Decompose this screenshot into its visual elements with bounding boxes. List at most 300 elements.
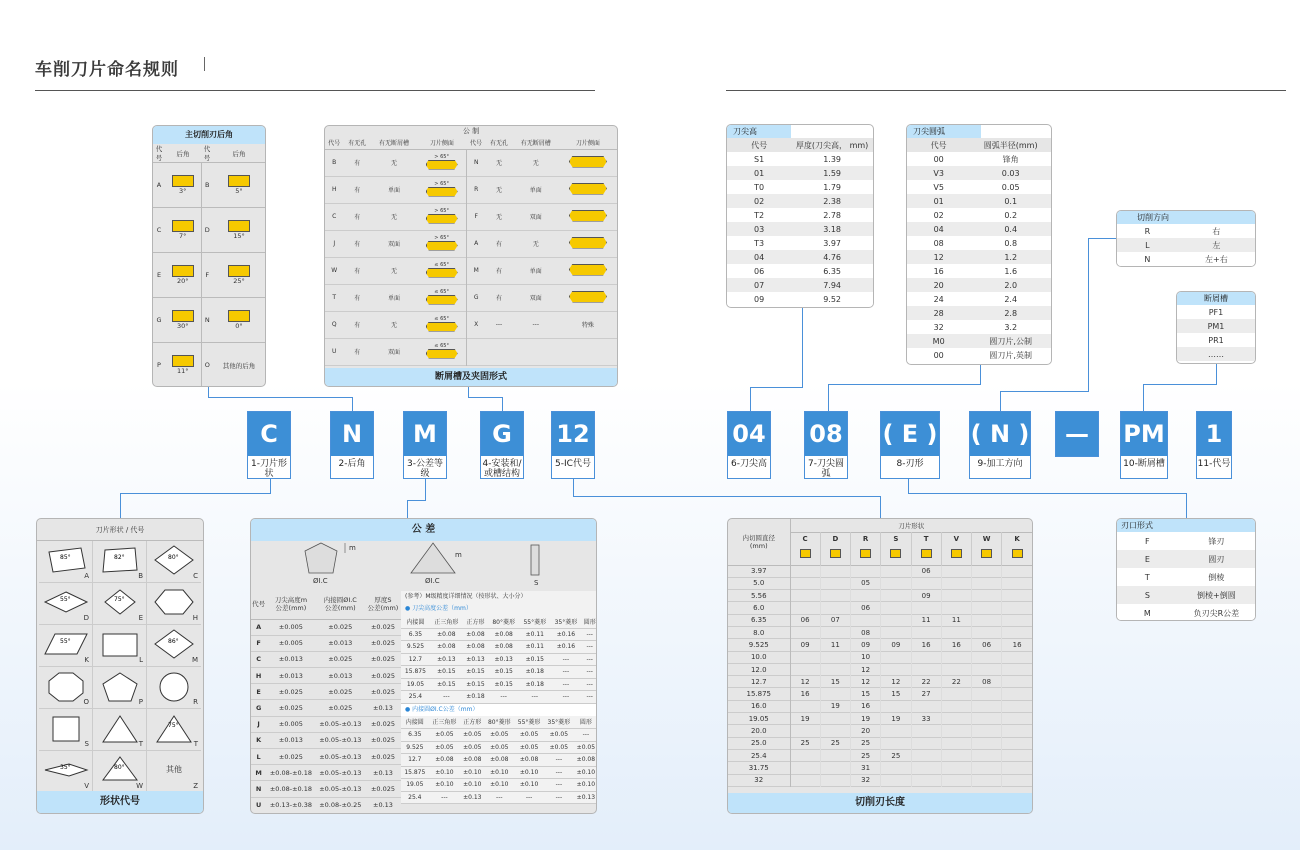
side-angle-label: ≤ 65°: [434, 315, 449, 322]
table-cell: 09: [881, 639, 911, 651]
insert-side-icon: [228, 220, 250, 232]
table-row: [325, 149, 617, 176]
table-cell: N: [1144, 254, 1151, 264]
table-row: [401, 741, 597, 754]
table-cell: [1002, 626, 1032, 638]
table-cell: [1002, 590, 1032, 602]
table-cell: H: [255, 671, 262, 680]
table-cell: ±0.005: [278, 720, 303, 729]
table-cell: ---: [495, 321, 503, 328]
shape-code: T: [138, 740, 143, 748]
table-cell: 0.2: [1004, 210, 1018, 220]
table-row: [907, 180, 1051, 194]
table-cell: [911, 651, 941, 663]
table-row: [325, 176, 617, 203]
table-row: [727, 278, 873, 292]
table-cell: 16.0: [728, 700, 790, 712]
table-cell: ±0.025: [328, 623, 353, 632]
table-cell: ±0.05-±0.13: [319, 768, 362, 777]
table-cell: 02: [754, 196, 765, 206]
table-cell: 12.7: [408, 655, 423, 663]
table-cell: 06: [972, 639, 1002, 651]
table-cell: [417, 149, 467, 176]
table-cell: [820, 774, 850, 786]
table-cell: [911, 626, 941, 638]
table-cell: 单面: [529, 187, 542, 194]
shape-item: [93, 667, 147, 709]
table-cell: 20: [933, 280, 944, 290]
table-cell: 倒棱+倒圆: [1197, 590, 1236, 600]
code-box-edge: ( E ) 8-刃形: [880, 411, 940, 479]
shape-item: [39, 541, 93, 583]
table-cell: ±0.08: [437, 630, 456, 638]
insert-profile-icon: [426, 187, 458, 197]
angle-label: 11°: [176, 367, 189, 375]
table-cell: ---: [555, 756, 563, 764]
table-cell: ±0.13-±0.38: [269, 801, 312, 810]
table-cell: M: [255, 768, 262, 777]
table-cell: ±0.15: [525, 655, 544, 663]
table-cell: [941, 700, 971, 712]
insert-shape-icon: [1012, 549, 1023, 558]
table-cell: 2.0: [1004, 280, 1018, 290]
table-cell: K: [256, 736, 262, 745]
table-cell: 无: [532, 241, 539, 248]
table-cell: ±0.13: [494, 655, 513, 663]
tolerance-sub2: ● 内接圆ØI.C公差（mm）: [401, 704, 597, 716]
table-row: [728, 639, 1032, 651]
insert-shape-icon: [43, 670, 89, 704]
table-row: [1177, 319, 1255, 333]
table-cell: V3: [933, 168, 944, 178]
shape-angle-label: 86°: [168, 638, 179, 645]
table-cell: 16: [941, 639, 971, 651]
table-cell: 16: [933, 266, 944, 276]
table-cell: ±0.10: [490, 781, 509, 789]
table-cell: [213, 298, 265, 343]
table-row: [727, 236, 873, 250]
table-cell: [881, 700, 911, 712]
angle-label: 15°: [233, 232, 245, 240]
radius-table: 代号 圆弧半径(mm) 00 锋角 V3 0.03 V5 0.05 01 0.1 02 0.2 04 0.4 08 0.8 12 1.2 16 1.6 20 2.0 24 2.4 28 2.8 32 3.2 M0 圆刀片,公制 00 圆刀片,英制: [907, 138, 1051, 362]
table-row: [728, 774, 1032, 786]
angle-label: 3°: [179, 187, 187, 195]
table-row: [401, 653, 597, 666]
tolerance-panel: [250, 518, 597, 814]
table-cell: 1.79: [823, 182, 842, 192]
table-cell: [1002, 577, 1032, 589]
insert-shape-icon: [151, 544, 197, 578]
table-row: [251, 797, 401, 813]
shape-item: [93, 751, 147, 793]
table-row: [153, 253, 265, 298]
table-cell: ---: [532, 321, 539, 328]
table-row: [728, 700, 1032, 712]
column-header: 35°菱形: [550, 615, 581, 628]
table-row: [907, 334, 1051, 348]
table-cell: M0: [932, 336, 945, 346]
table-cell: [1002, 737, 1032, 749]
tolerance-diagrams: [251, 541, 597, 591]
table-cell: [790, 565, 820, 577]
table-cell: 6.35: [408, 731, 422, 739]
table-cell: [820, 749, 850, 761]
insert-shape-icon: [97, 628, 143, 662]
table-row: [1117, 252, 1255, 266]
table-cell: D: [204, 226, 210, 234]
column-header: T: [911, 532, 941, 545]
tolerance-ic-label: ØI.C: [313, 577, 328, 585]
table-cell: [941, 737, 971, 749]
table-cell: 2.38: [823, 196, 842, 206]
shape-angle-label: 85°: [59, 554, 71, 561]
column-header: C: [790, 532, 820, 545]
table-cell: [790, 577, 820, 589]
table-row: [325, 203, 617, 230]
table-cell: [911, 725, 941, 737]
direction-panel: [1116, 210, 1256, 267]
table-row: [728, 614, 1032, 626]
insert-side-icon: [172, 265, 194, 277]
table-cell: 25: [881, 749, 911, 761]
thickness-title: 刀尖高: [727, 125, 791, 138]
tolerance-ic-label-2: ØI.C: [425, 577, 440, 585]
table-row: [728, 762, 1032, 774]
side-angle-label: > 65°: [434, 234, 449, 241]
table-cell: 06: [911, 565, 941, 577]
table-cell: 08: [851, 626, 881, 638]
table-cell: ±0.08: [519, 756, 539, 764]
column-header: K: [1002, 532, 1032, 545]
table-cell: ±0.18: [466, 693, 485, 701]
table-cell: S: [1144, 590, 1150, 600]
table-cell: ±0.025: [370, 720, 396, 729]
table-cell: H: [331, 186, 337, 193]
table-cell: ±0.025: [370, 687, 396, 696]
table-cell: E: [256, 687, 261, 696]
table-cell: [972, 651, 1002, 663]
table-cell: 左+右: [1205, 254, 1228, 264]
table-cell: 12.0: [728, 663, 790, 675]
shape-angle-label: 82°: [113, 554, 125, 561]
table-row: [907, 320, 1051, 334]
table-cell: [213, 163, 265, 208]
insert-side-icon: [172, 355, 194, 367]
table-cell: [881, 577, 911, 589]
table-row: [907, 208, 1051, 222]
table-cell: ±0.10: [576, 768, 596, 776]
table-cell: [881, 651, 911, 663]
table-cell: [790, 700, 820, 712]
table-cell: [911, 749, 941, 761]
table-cell: ±0.025: [370, 752, 396, 761]
edge-title: 刃口形式: [1117, 519, 1255, 532]
table-cell: ±0.11: [525, 643, 544, 651]
table-cell: [941, 688, 971, 700]
table-cell: [972, 774, 1002, 786]
table-cell: [881, 614, 911, 626]
table-cell: [941, 725, 971, 737]
table-row: [325, 257, 617, 284]
shapes-panel: [36, 518, 204, 814]
table-cell: ±0.05: [435, 743, 454, 751]
column-header: R: [851, 532, 881, 545]
table-cell: 3.2: [1004, 322, 1018, 332]
table-cell: N: [204, 316, 210, 324]
table-cell: 19: [790, 713, 820, 725]
table-row: [728, 713, 1032, 725]
table-cell: ±0.11: [525, 630, 544, 638]
table-cell: [1002, 614, 1032, 626]
table-cell: ±0.16: [556, 630, 576, 638]
table-cell: [417, 203, 467, 230]
shape-code: T: [193, 740, 198, 748]
table-cell: [881, 565, 911, 577]
table-cell: 25.0: [728, 737, 790, 749]
table-cell: [790, 762, 820, 774]
insert-shape-icon: [43, 586, 89, 620]
table-row: [1117, 604, 1255, 621]
table-cell: 04: [933, 224, 944, 234]
table-cell: 11: [941, 614, 971, 626]
table-cell: ±0.025: [370, 784, 396, 793]
table-cell: 9.52: [823, 294, 842, 304]
table-cell: ---: [555, 793, 563, 801]
table-cell: ---: [500, 693, 507, 701]
table-cell: B: [332, 159, 337, 166]
table-cell: ±0.025: [278, 704, 303, 713]
table-row: [728, 688, 1032, 700]
shape-item: [93, 625, 147, 667]
column-header: 内接圆: [401, 716, 429, 729]
table-cell: ±0.025: [278, 687, 303, 696]
column-icon: [941, 545, 971, 565]
table-cell: 25: [820, 737, 850, 749]
table-row: [1117, 224, 1255, 238]
table-cell: ±0.05-±0.13: [319, 720, 362, 729]
table-cell: 双面: [529, 295, 542, 302]
table-cell: ±0.08-±0.18: [269, 784, 312, 793]
table-cell: PF1: [1208, 307, 1224, 317]
table-cell: [417, 230, 467, 257]
table-cell: N: [473, 159, 479, 166]
table-cell: 8.0: [728, 626, 790, 638]
table-cell: [417, 284, 467, 311]
table-cell: ±0.18: [525, 668, 544, 676]
table-cell: 1.39: [823, 154, 842, 164]
table-cell: 15.875: [404, 668, 426, 676]
table-cell: ±0.08-±0.18: [269, 768, 312, 777]
table-cell: M: [1143, 608, 1151, 618]
shape-item: [147, 625, 201, 667]
table-cell: 19.05: [406, 680, 425, 688]
code-box-shape: C 1-刀片形状: [247, 411, 291, 479]
table-row: [907, 292, 1051, 306]
radius-panel: [906, 124, 1052, 365]
table-cell: 有: [495, 295, 502, 302]
column-icon: [911, 545, 941, 565]
shape-code: H: [192, 614, 198, 622]
shape-item: [39, 709, 93, 751]
column-icon: [790, 545, 820, 565]
table-cell: 19: [820, 700, 850, 712]
table-cell: A: [474, 240, 479, 247]
table-cell: ±0.013: [278, 655, 303, 664]
table-row: [325, 338, 617, 365]
table-cell: S1: [754, 154, 765, 164]
table-cell: [881, 774, 911, 786]
table-cell: J: [257, 720, 260, 729]
table-row: [153, 208, 265, 253]
table-cell: ±0.013: [328, 671, 353, 680]
column-header: 有无断屑槽: [520, 140, 551, 148]
table-row: [728, 663, 1032, 675]
table-cell: 无: [532, 160, 539, 167]
angle-label: 0°: [235, 322, 243, 330]
table-cell: ±0.05: [519, 731, 539, 739]
table-cell: 20: [851, 725, 881, 737]
table-cell: 0.03: [1001, 168, 1020, 178]
insert-shape-icon: [43, 712, 89, 746]
table-cell: 16: [851, 700, 881, 712]
code-box-tolerance: M 3-公差等级: [403, 411, 447, 479]
table-cell: ±0.10: [463, 768, 482, 776]
table-cell: 12.7: [408, 756, 422, 764]
table-cell: 倒棱: [1208, 572, 1225, 582]
table-cell: [820, 651, 850, 663]
thickness-panel: [726, 124, 874, 308]
table-cell: 5.56: [728, 590, 790, 602]
table-row: [907, 194, 1051, 208]
tolerance-s-label: S: [534, 579, 539, 587]
table-cell: ±0.08: [490, 756, 509, 764]
table-row: [153, 298, 265, 343]
insert-shape-icon: [97, 586, 143, 620]
table-cell: ---: [586, 668, 593, 676]
table-row: [907, 278, 1051, 292]
table-cell: [881, 737, 911, 749]
table-cell: 09: [851, 639, 881, 651]
table-cell: ---: [441, 793, 448, 801]
table-cell: [820, 577, 850, 589]
table-cell: [972, 614, 1002, 626]
table-cell: ±0.13: [466, 655, 485, 663]
table-cell: [559, 176, 617, 203]
table-cell: [165, 298, 201, 343]
table-row: [251, 700, 401, 716]
shape-code: M: [191, 656, 198, 664]
insert-shape-icon: [151, 712, 197, 746]
insert-side-icon: [228, 265, 250, 277]
table-row: [153, 163, 265, 208]
table-cell: [972, 713, 1002, 725]
table-cell: 12.7: [728, 676, 790, 688]
shape-code: O: [83, 698, 89, 706]
table-cell: 15.875: [404, 768, 426, 776]
table-cell: [1002, 663, 1032, 675]
table-cell: 双面: [529, 214, 542, 221]
table-cell: ---: [531, 693, 539, 701]
insert-shape-icon: [800, 549, 811, 558]
shape-angle-label: 75°: [113, 596, 125, 603]
table-cell: 12: [881, 676, 911, 688]
table-cell: [165, 253, 201, 298]
table-cell: ±0.05: [463, 743, 482, 751]
table-cell: 有: [354, 187, 361, 194]
table-cell: X: [474, 321, 479, 328]
table-cell: 06: [754, 266, 765, 276]
table-cell: ±0.08: [437, 643, 456, 651]
table-row: [1177, 347, 1255, 361]
table-cell: [941, 762, 971, 774]
table-cell: [165, 163, 201, 208]
table-cell: 25.4: [408, 793, 422, 801]
table-cell: [820, 688, 850, 700]
shape-angle-label: 55°: [59, 638, 71, 645]
breaker-panel: [1176, 291, 1256, 364]
table-cell: [941, 749, 971, 761]
column-header: S: [881, 532, 911, 545]
table-row: [727, 194, 873, 208]
chip-footer: 断屑槽及夹固形式: [325, 368, 617, 386]
table-cell: 07: [754, 280, 765, 290]
table-cell: 11: [911, 614, 941, 626]
insert-side-icon: [228, 175, 250, 187]
table-cell: W: [331, 267, 338, 274]
table-cell: 00: [933, 350, 944, 360]
insert-shape-icon: [97, 544, 143, 578]
table-row: [728, 577, 1032, 589]
table-cell: 单面: [529, 268, 542, 275]
table-cell: 6.35: [728, 614, 790, 626]
table-cell: [851, 565, 881, 577]
table-cell: T: [332, 294, 337, 301]
table-row: [728, 737, 1032, 749]
table-cell: U: [332, 348, 337, 355]
table-row: [907, 236, 1051, 250]
code-box-breaker: PM 10-断屑槽: [1120, 411, 1168, 479]
table-cell: [213, 208, 265, 253]
insert-shape-icon: [890, 549, 901, 558]
table-cell: [790, 626, 820, 638]
table-cell: [972, 749, 1002, 761]
table-cell: L: [1145, 240, 1150, 250]
table-cell: [790, 663, 820, 675]
table-cell: [972, 565, 1002, 577]
table-cell: O: [204, 361, 210, 369]
table-cell: [820, 602, 850, 614]
insert-shape-icon: [151, 628, 197, 662]
shape-code: P: [138, 698, 143, 706]
table-cell: ±0.15: [437, 668, 456, 676]
table-cell: [467, 338, 485, 365]
table-cell: 无: [390, 214, 397, 221]
table-cell: [790, 590, 820, 602]
table-row: [401, 754, 597, 767]
table-cell: ---: [562, 693, 570, 701]
insert-shape-icon: [97, 670, 143, 704]
table-cell: 28: [933, 308, 944, 318]
table-row: [1117, 238, 1255, 252]
code-box-dash: —: [1055, 411, 1099, 457]
table-row: [1117, 532, 1255, 550]
table-row: [251, 651, 401, 667]
table-cell: ---: [582, 731, 590, 739]
table-cell: 32: [933, 322, 944, 332]
cutlen-footer: 切削刃长度: [728, 793, 1032, 813]
table-cell: ±0.05-±0.13: [319, 736, 362, 745]
table-cell: ±0.10: [519, 781, 539, 789]
